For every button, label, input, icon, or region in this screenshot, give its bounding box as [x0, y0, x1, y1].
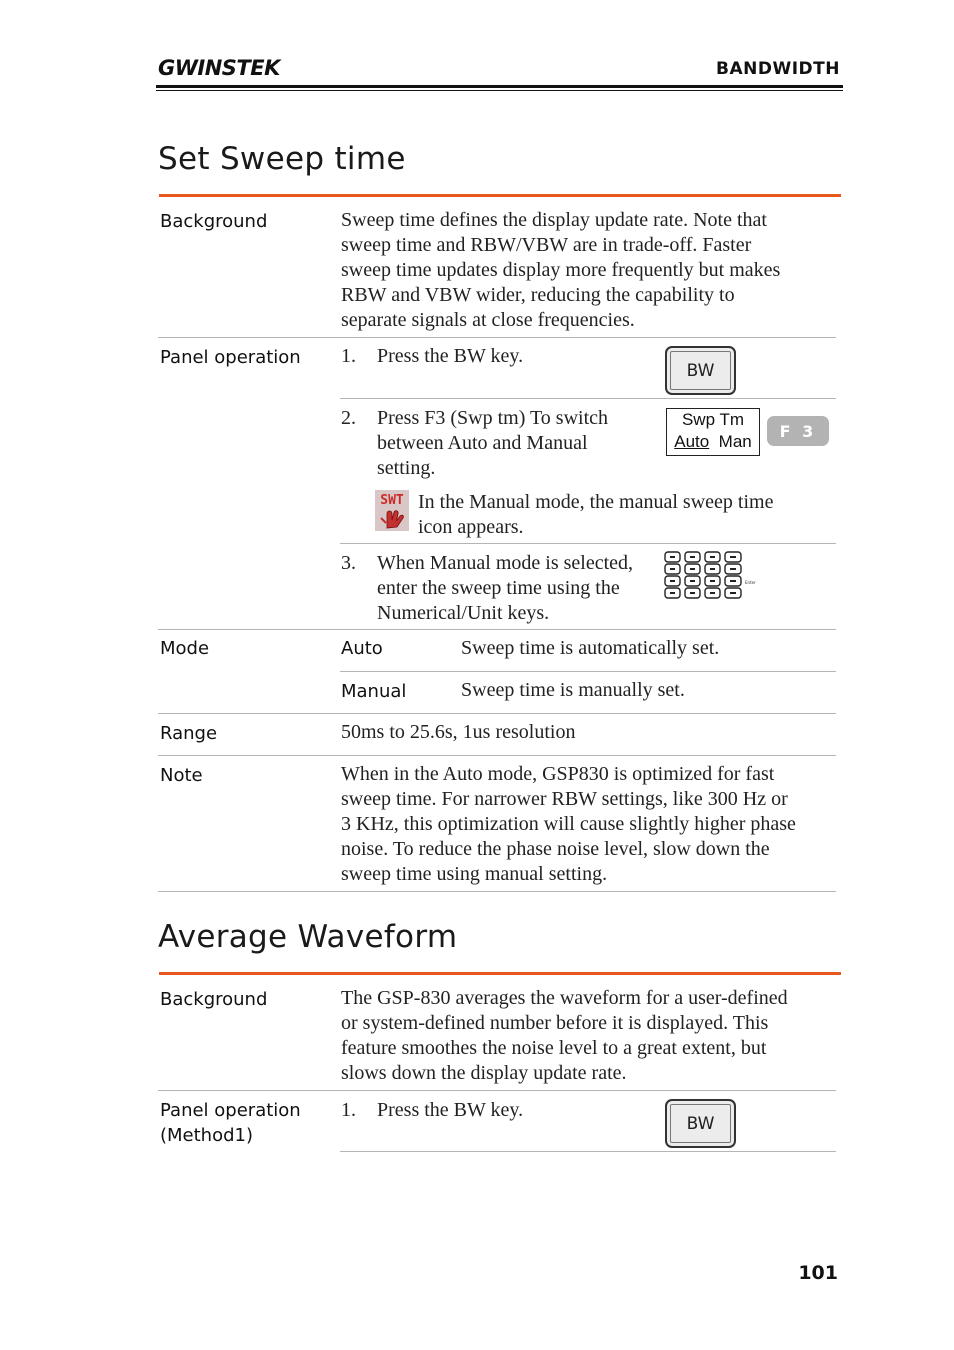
mode-auto-name: Auto	[341, 638, 383, 659]
range-value: 50ms to 25.6s, 1us resolution	[341, 721, 576, 743]
header-rule-thin	[156, 90, 843, 91]
average-title: Average Waveform	[158, 919, 458, 955]
divider	[340, 1151, 836, 1152]
divider	[158, 891, 836, 892]
f3-key[interactable]: F 3	[767, 416, 829, 446]
divider	[158, 755, 836, 756]
page-number: 101	[798, 1262, 838, 1284]
average-title-rule	[159, 972, 841, 975]
average-step1-text: Press the BW key.	[377, 1099, 524, 1121]
sweep-background-text: Sweep time defines the display update rate. Note that sweep time and RBW/VBW are in trade-off. Faster sweep time updates display more frequently but makes RBW and VBW wider, reducing the capability to separate signals at close frequencies.	[341, 209, 781, 331]
soft-option-auto: Auto	[674, 432, 710, 451]
step2-text: Press F3 (Swp tm) To switch between Auto and Manual setting.	[377, 407, 609, 479]
swp-tm-softkey-label: Swp Tm Auto Man	[666, 408, 760, 456]
manual-sweep-time-icon	[375, 490, 409, 531]
bw-key[interactable]: BW	[665, 1099, 736, 1148]
mode-manual-desc: Sweep time is manually set.	[461, 679, 685, 701]
divider	[158, 337, 836, 338]
manual-mode-note: In the Manual mode, the manual sweep time icon appears.	[418, 491, 774, 538]
sweep-title: Set Sweep time	[158, 141, 406, 177]
sweep-background-label: Background	[160, 211, 268, 232]
swt-icon-text: SWT	[380, 493, 404, 508]
range-label: Range	[160, 723, 218, 744]
divider	[158, 1090, 836, 1091]
step3-text: When Manual mode is selected, enter the sweep time using the Numerical/Unit keys.	[377, 552, 634, 624]
mode-manual-name: Manual	[341, 681, 407, 702]
numeric-unit-keypad[interactable]	[664, 551, 760, 606]
gwinstek-logo: GWINSTEK	[158, 56, 280, 80]
step3-number: 3.	[341, 552, 356, 574]
note-label: Note	[160, 765, 203, 786]
header-section-title: BANDWIDTH	[716, 59, 840, 79]
bw-key[interactable]: BW	[665, 346, 736, 395]
divider	[340, 543, 836, 544]
average-panel-label: Panel operation (Method1)	[160, 1100, 301, 1146]
step2-number: 2.	[341, 407, 356, 429]
mode-label: Mode	[160, 638, 210, 659]
divider	[158, 713, 836, 714]
mode-auto-desc: Sweep time is automatically set.	[461, 637, 720, 659]
sweep-title-rule	[159, 194, 841, 197]
divider	[340, 671, 836, 672]
divider	[158, 629, 836, 630]
step1-number: 1.	[341, 345, 356, 367]
keypad-enter-label: Enter	[745, 580, 756, 585]
average-step1-number: 1.	[341, 1099, 356, 1121]
note-text: When in the Auto mode, GSP830 is optimized for fast sweep time. For narrower RBW settings, like 300 Hz or 3 KHz, this optimization will cause slightly higher phase noise. To reduce the phase noise level, slow down the sweep time using manual setting.	[341, 763, 796, 885]
average-background-label: Background	[160, 989, 268, 1010]
step1-text: Press the BW key.	[377, 345, 524, 367]
average-background-text: The GSP-830 averages the waveform for a user-defined or system-defined number before it is displayed. This feature smoothes the noise level to a great extent, but slows down the display update rate.	[341, 987, 788, 1084]
soft-option-man: Man	[718, 432, 752, 451]
sweep-panel-label: Panel operation	[160, 347, 301, 368]
header-rule	[156, 85, 843, 88]
divider	[340, 398, 836, 399]
